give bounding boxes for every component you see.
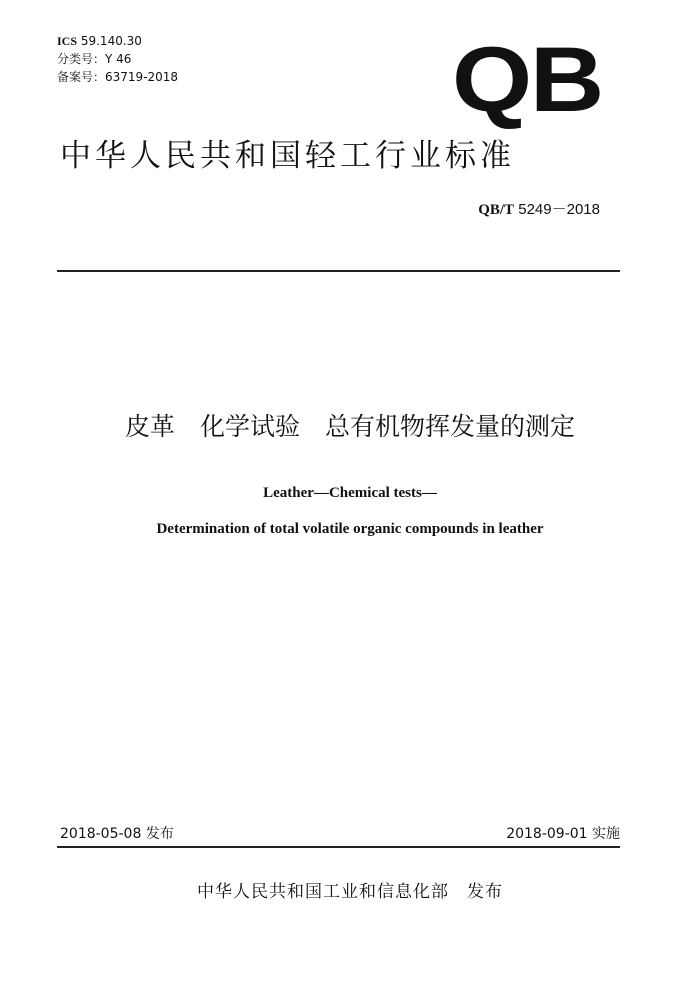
document-title-english-line1: Leather—Chemical tests— xyxy=(263,485,437,501)
document-title-english-line2: Determination of total volatile organic compounds in leather xyxy=(156,521,544,537)
record-value: 63719-2018 xyxy=(105,70,179,84)
top-divider xyxy=(57,270,620,272)
classification-line xyxy=(57,52,131,66)
record-label: 备案号： xyxy=(57,70,106,84)
ics-label: ICS xyxy=(57,34,78,48)
classification-value: Y 46 xyxy=(105,52,132,66)
qb-logo: QB xyxy=(452,29,603,131)
standard-prefix: QB/T xyxy=(478,202,515,218)
record-line xyxy=(57,70,178,84)
bottom-divider xyxy=(57,846,620,848)
ics-line xyxy=(57,34,142,48)
implementation-date: 2018-09-01 实施 xyxy=(506,826,620,842)
classification-label: 分类号： xyxy=(57,52,106,66)
standard-category-title: 中华人民共和国轻工行业标准 xyxy=(60,138,515,174)
publisher: 中华人民共和国工业和信息化部 发布 xyxy=(197,882,503,902)
standard-number xyxy=(478,198,600,219)
issue-date: 2018-05-08 发布 xyxy=(60,826,174,842)
ics-value: 59.140.30 xyxy=(80,34,142,48)
document-title-chinese: 皮革 化学试验 总有机物挥发量的测定 xyxy=(124,412,575,441)
standard-number-value: 5249－2018 xyxy=(518,201,600,218)
